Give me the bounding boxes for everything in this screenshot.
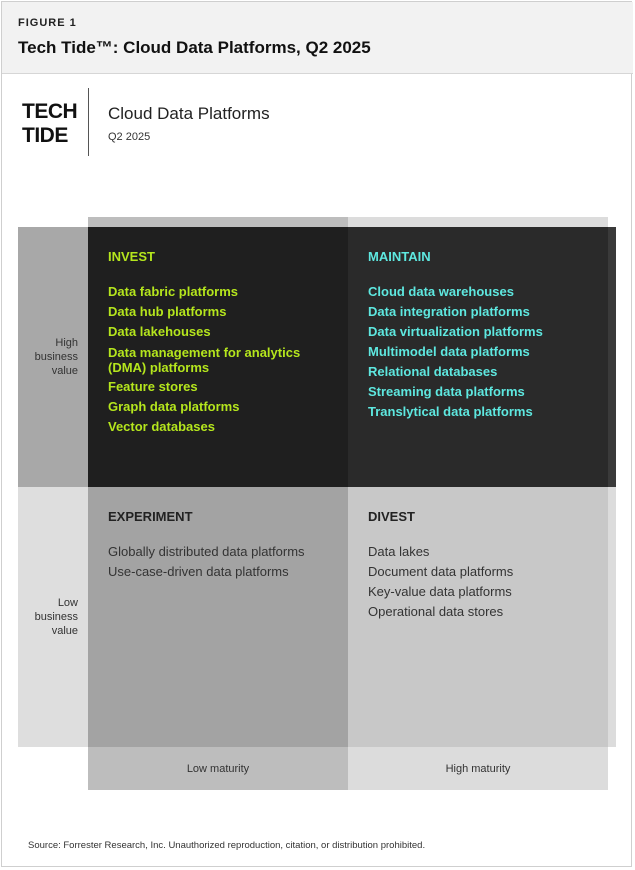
quadrant-experiment-title: EXPERIMENT <box>108 509 193 524</box>
list-item: Translytical data platforms <box>368 404 533 419</box>
list-item: Operational data stores <box>368 604 504 619</box>
logo-line-2: TIDE <box>22 124 68 147</box>
list-item: Streaming data platforms <box>368 384 525 399</box>
y-low-line-3: value <box>51 625 78 637</box>
list-item: Data fabric platforms <box>108 284 239 299</box>
y-low-line-2: business <box>34 611 78 623</box>
list-item: Use-case-driven data platforms <box>108 564 289 579</box>
diagram-subtitle: Cloud Data Platforms <box>108 104 270 123</box>
tech-tide-logo <box>22 100 77 148</box>
list-item: Data lakehouses <box>108 324 211 339</box>
list-item: Globally distributed data platforms <box>108 544 305 559</box>
x-axis-label-high: High maturity <box>445 763 511 775</box>
y-axis-label-high <box>16 336 78 378</box>
list-item: Key-value data platforms <box>368 584 512 599</box>
figure-header <box>2 2 633 74</box>
quadrant-maintain-title: MAINTAIN <box>368 249 431 264</box>
list-item: Data integration platforms <box>368 304 530 319</box>
list-item: Feature stores <box>108 379 198 394</box>
list-item: Multimodel data platforms <box>368 344 530 359</box>
value-band-high-right-edge <box>608 227 616 487</box>
value-band-low-right-edge <box>608 487 616 747</box>
logo-divider <box>88 88 89 156</box>
list-item: Vector databases <box>108 419 215 434</box>
quadrant-invest-title: INVEST <box>108 249 155 264</box>
quadrant-maintain-list <box>368 282 543 422</box>
y-low-line-1: Low <box>57 597 78 609</box>
quadrant-divest-list <box>368 542 513 622</box>
list-item: Document data platforms <box>368 564 514 579</box>
list-item: Cloud data warehouses <box>368 284 514 299</box>
list-item: Data hub platforms <box>108 304 227 319</box>
list-item: Data virtualization platforms <box>368 324 543 339</box>
y-high-line-1: High <box>55 337 78 349</box>
quadrant-invest <box>88 227 348 487</box>
y-high-line-2: business <box>34 351 78 363</box>
y-axis-label-low <box>16 596 78 638</box>
quadrant-maintain <box>348 227 608 487</box>
list-item: Relational databases <box>368 364 498 379</box>
quadrant-divest <box>348 487 608 747</box>
list-item: Data lakes <box>368 544 430 559</box>
quadrant-experiment-list <box>108 542 305 582</box>
figure-label: FIGURE 1 <box>18 17 77 29</box>
logo-line-1: TECH <box>22 100 78 123</box>
quadrant-invest-list <box>108 282 318 437</box>
diagram-date: Q2 2025 <box>108 131 151 143</box>
source-note: Source: Forrester Research, Inc. Unauthorized reproduction, citation, or distribution prohibited. <box>28 840 426 851</box>
y-high-line-3: value <box>51 365 78 377</box>
quadrant-experiment <box>88 487 348 747</box>
list-item: Graph data platforms <box>108 399 240 414</box>
x-axis-label-low: Low maturity <box>186 763 250 775</box>
quadrant-divest-title: DIVEST <box>368 509 415 524</box>
figure-title: Tech Tide™: Cloud Data Platforms, Q2 2025 <box>18 38 371 57</box>
list-item: Data management for analytics (DMA) platforms <box>108 345 301 375</box>
